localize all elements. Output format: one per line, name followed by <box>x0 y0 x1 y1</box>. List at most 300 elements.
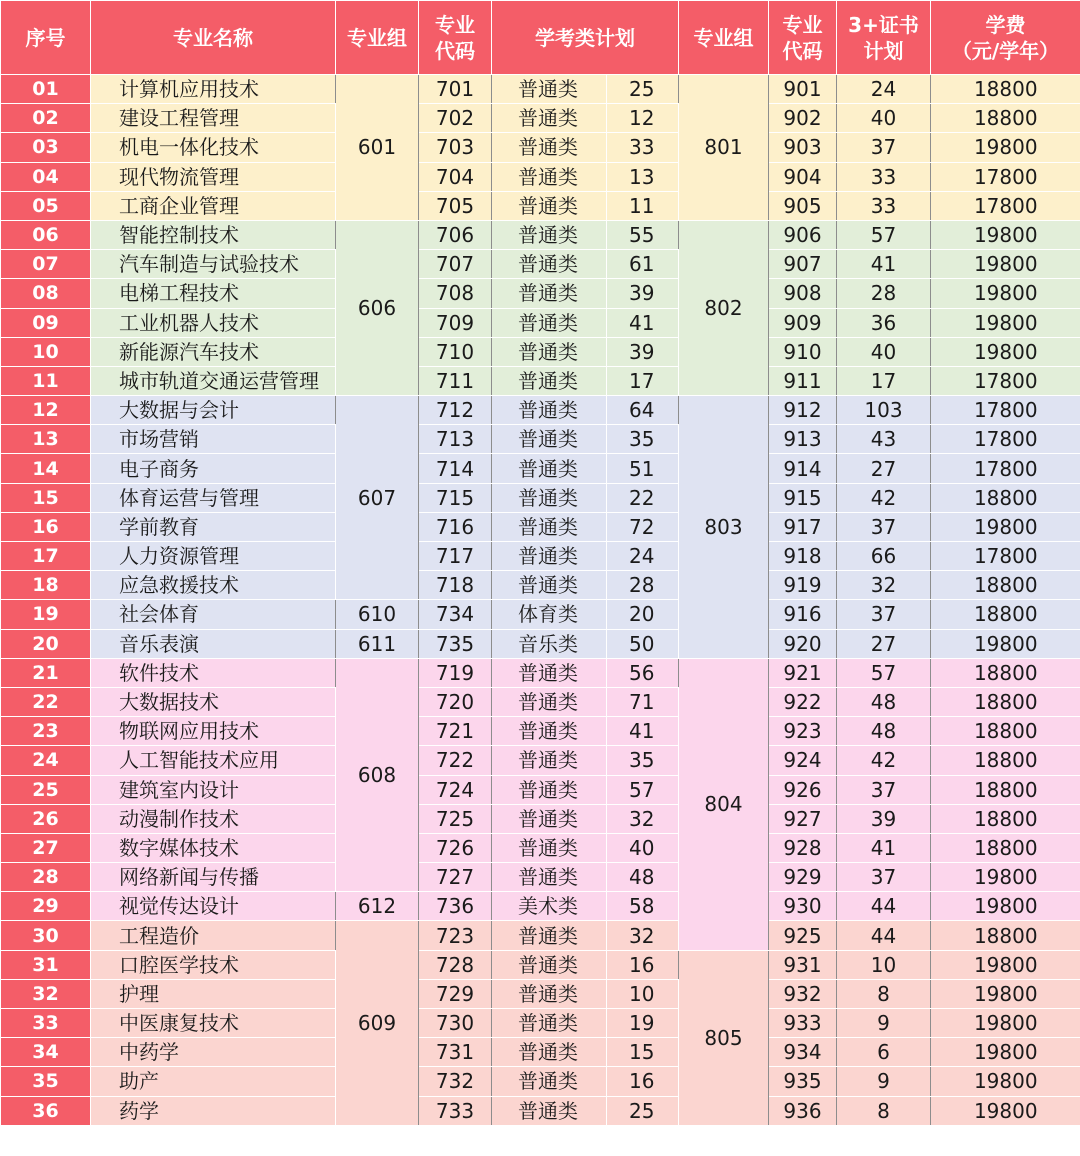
serial-no-cell: 14 <box>1 454 91 483</box>
exam-category-cell: 普通类 <box>492 1067 607 1096</box>
major-code-1-cell: 733 <box>419 1096 492 1125</box>
certificate-plan-count-cell: 43 <box>837 425 931 454</box>
tuition-fee-cell: 19800 <box>931 512 1080 541</box>
tuition-fee-cell: 17800 <box>931 191 1080 220</box>
header-label-line: 学费 <box>985 12 1026 37</box>
table-row <box>1 892 1080 921</box>
major-code-1-cell: 720 <box>419 687 492 716</box>
academic-plan-count-cell: 19 <box>607 1009 679 1038</box>
major-group-1-cell: 608 <box>336 658 419 892</box>
major-code-1-cell: 706 <box>419 220 492 249</box>
certificate-plan-count-cell: 9 <box>837 1009 931 1038</box>
table-row <box>1 542 1080 571</box>
table-row <box>1 804 1080 833</box>
serial-no-cell: 25 <box>1 775 91 804</box>
major-code-1-cell: 702 <box>419 104 492 133</box>
major-code-1-cell: 723 <box>419 921 492 950</box>
serial-no-cell: 17 <box>1 542 91 571</box>
academic-plan-count-cell: 41 <box>607 717 679 746</box>
serial-no-cell: 16 <box>1 512 91 541</box>
major-code-2-cell: 917 <box>769 512 837 541</box>
header-label-line: 专业 <box>782 12 823 37</box>
header-major-group-2 <box>679 1 769 75</box>
header-label-line: （元/学年） <box>951 38 1060 63</box>
major-name-cell: 视觉传达设计 <box>91 892 336 921</box>
certificate-plan-count-cell: 27 <box>837 454 931 483</box>
table-body <box>1 75 1080 1126</box>
table-row <box>1 1038 1080 1067</box>
major-code-2-cell: 934 <box>769 1038 837 1067</box>
certificate-plan-count-cell: 40 <box>837 104 931 133</box>
exam-category-cell: 普通类 <box>492 1096 607 1125</box>
tuition-fee-cell: 19800 <box>931 950 1080 979</box>
major-name-cell: 网络新闻与传播 <box>91 863 336 892</box>
major-name-cell: 应急救援技术 <box>91 571 336 600</box>
table-row <box>1 629 1080 658</box>
certificate-plan-count-cell: 40 <box>837 337 931 366</box>
serial-no-cell: 21 <box>1 658 91 687</box>
exam-category-cell: 普通类 <box>492 308 607 337</box>
exam-category-cell: 普通类 <box>492 337 607 366</box>
major-code-2-cell: 905 <box>769 191 837 220</box>
serial-no-cell: 28 <box>1 863 91 892</box>
certificate-plan-count-cell: 8 <box>837 979 931 1008</box>
certificate-plan-count-cell: 103 <box>837 396 931 425</box>
exam-category-cell: 普通类 <box>492 454 607 483</box>
exam-category-cell: 普通类 <box>492 396 607 425</box>
academic-plan-count-cell: 71 <box>607 687 679 716</box>
exam-category-cell: 普通类 <box>492 804 607 833</box>
certificate-plan-count-cell: 27 <box>837 629 931 658</box>
major-code-2-cell: 907 <box>769 250 837 279</box>
certificate-plan-count-cell: 8 <box>837 1096 931 1125</box>
major-group-1-cell: 611 <box>336 629 419 658</box>
tuition-fee-cell: 18800 <box>931 804 1080 833</box>
major-code-2-cell: 918 <box>769 542 837 571</box>
table-row <box>1 600 1080 629</box>
certificate-plan-count-cell: 9 <box>837 1067 931 1096</box>
academic-plan-count-cell: 32 <box>607 804 679 833</box>
academic-plan-count-cell: 24 <box>607 542 679 571</box>
major-name-cell: 口腔医学技术 <box>91 950 336 979</box>
table-row <box>1 512 1080 541</box>
major-code-2-cell: 932 <box>769 979 837 1008</box>
major-code-2-cell: 910 <box>769 337 837 366</box>
serial-no-cell: 18 <box>1 571 91 600</box>
serial-no-cell: 05 <box>1 191 91 220</box>
academic-plan-count-cell: 25 <box>607 1096 679 1125</box>
certificate-plan-count-cell: 42 <box>837 483 931 512</box>
academic-plan-count-cell: 72 <box>607 512 679 541</box>
major-code-1-cell: 711 <box>419 366 492 395</box>
exam-category-cell: 普通类 <box>492 162 607 191</box>
major-name-cell: 中医康复技术 <box>91 1009 336 1038</box>
serial-no-cell: 24 <box>1 746 91 775</box>
table-row <box>1 687 1080 716</box>
exam-category-cell: 普通类 <box>492 220 607 249</box>
certificate-plan-count-cell: 57 <box>837 220 931 249</box>
major-name-cell: 数字媒体技术 <box>91 833 336 862</box>
academic-plan-count-cell: 33 <box>607 133 679 162</box>
major-code-1-cell: 728 <box>419 950 492 979</box>
major-name-cell: 动漫制作技术 <box>91 804 336 833</box>
exam-category-cell: 普通类 <box>492 1009 607 1038</box>
academic-plan-count-cell: 35 <box>607 746 679 775</box>
serial-no-cell: 30 <box>1 921 91 950</box>
tuition-fee-cell: 18800 <box>931 687 1080 716</box>
header-label-line: 计划 <box>863 38 904 63</box>
certificate-plan-count-cell: 37 <box>837 775 931 804</box>
tuition-fee-cell: 18800 <box>931 746 1080 775</box>
major-name-cell: 新能源汽车技术 <box>91 337 336 366</box>
major-name-cell: 体育运营与管理 <box>91 483 336 512</box>
certificate-plan-count-cell: 33 <box>837 191 931 220</box>
major-name-cell: 汽车制造与试验技术 <box>91 250 336 279</box>
major-name-cell: 药学 <box>91 1096 336 1125</box>
serial-no-cell: 12 <box>1 396 91 425</box>
tuition-fee-cell: 18800 <box>931 483 1080 512</box>
table-row <box>1 833 1080 862</box>
certificate-plan-count-cell: 36 <box>837 308 931 337</box>
major-code-1-cell: 734 <box>419 600 492 629</box>
exam-category-cell: 体育类 <box>492 600 607 629</box>
major-name-cell: 护理 <box>91 979 336 1008</box>
major-group-2-cell: 802 <box>679 220 769 395</box>
tuition-fee-cell: 17800 <box>931 162 1080 191</box>
certificate-plan-count-cell: 10 <box>837 950 931 979</box>
academic-plan-count-cell: 35 <box>607 425 679 454</box>
tuition-fee-cell: 19800 <box>931 979 1080 1008</box>
tuition-fee-cell: 17800 <box>931 396 1080 425</box>
major-name-cell: 大数据与会计 <box>91 396 336 425</box>
table-row <box>1 162 1080 191</box>
table-row <box>1 863 1080 892</box>
major-code-2-cell: 915 <box>769 483 837 512</box>
academic-plan-count-cell: 39 <box>607 279 679 308</box>
academic-plan-count-cell: 32 <box>607 921 679 950</box>
certificate-plan-count-cell: 48 <box>837 687 931 716</box>
table-row <box>1 104 1080 133</box>
major-code-2-cell: 921 <box>769 658 837 687</box>
tuition-fee-cell: 18800 <box>931 921 1080 950</box>
table-row <box>1 1067 1080 1096</box>
major-code-2-cell: 928 <box>769 833 837 862</box>
table-row <box>1 658 1080 687</box>
exam-category-cell: 普通类 <box>492 483 607 512</box>
major-code-1-cell: 718 <box>419 571 492 600</box>
certificate-plan-count-cell: 37 <box>837 512 931 541</box>
certificate-plan-count-cell: 24 <box>837 75 931 104</box>
header-serial-no <box>1 1 91 75</box>
major-code-2-cell: 919 <box>769 571 837 600</box>
major-code-1-cell: 701 <box>419 75 492 104</box>
academic-plan-count-cell: 12 <box>607 104 679 133</box>
major-code-2-cell: 904 <box>769 162 837 191</box>
table-row <box>1 454 1080 483</box>
tuition-fee-cell: 17800 <box>931 454 1080 483</box>
academic-plan-count-cell: 55 <box>607 220 679 249</box>
exam-category-cell: 普通类 <box>492 104 607 133</box>
tuition-fee-cell: 18800 <box>931 717 1080 746</box>
academic-plan-count-cell: 50 <box>607 629 679 658</box>
exam-category-cell: 普通类 <box>492 1038 607 1067</box>
major-code-1-cell: 735 <box>419 629 492 658</box>
header-tuition <box>931 1 1080 75</box>
major-code-2-cell: 922 <box>769 687 837 716</box>
major-code-2-cell: 926 <box>769 775 837 804</box>
major-group-1-cell: 607 <box>336 396 419 600</box>
tuition-fee-cell: 19800 <box>931 308 1080 337</box>
header-major-code-1 <box>419 1 492 75</box>
academic-plan-count-cell: 57 <box>607 775 679 804</box>
academic-plan-count-cell: 11 <box>607 191 679 220</box>
major-code-2-cell: 929 <box>769 863 837 892</box>
exam-category-cell: 普通类 <box>492 979 607 1008</box>
major-code-2-cell: 912 <box>769 396 837 425</box>
major-group-2-cell: 801 <box>679 75 769 221</box>
certificate-plan-count-cell: 37 <box>837 863 931 892</box>
major-name-cell: 社会体育 <box>91 600 336 629</box>
certificate-plan-count-cell: 57 <box>837 658 931 687</box>
exam-category-cell: 普通类 <box>492 279 607 308</box>
exam-category-cell: 普通类 <box>492 863 607 892</box>
table-row <box>1 571 1080 600</box>
table-row <box>1 220 1080 249</box>
major-name-cell: 智能控制技术 <box>91 220 336 249</box>
header-label-line: 专业组 <box>693 25 754 50</box>
major-code-1-cell: 721 <box>419 717 492 746</box>
tuition-fee-cell: 19800 <box>931 337 1080 366</box>
serial-no-cell: 26 <box>1 804 91 833</box>
major-code-1-cell: 708 <box>419 279 492 308</box>
major-name-cell: 助产 <box>91 1067 336 1096</box>
table-row <box>1 717 1080 746</box>
major-code-2-cell: 909 <box>769 308 837 337</box>
exam-category-cell: 美术类 <box>492 892 607 921</box>
serial-no-cell: 22 <box>1 687 91 716</box>
header-label-line: 专业名称 <box>173 25 253 50</box>
table-row <box>1 279 1080 308</box>
exam-category-cell: 普通类 <box>492 512 607 541</box>
serial-no-cell: 35 <box>1 1067 91 1096</box>
major-name-cell: 工程造价 <box>91 921 336 950</box>
serial-no-cell: 32 <box>1 979 91 1008</box>
certificate-plan-count-cell: 6 <box>837 1038 931 1067</box>
serial-no-cell: 36 <box>1 1096 91 1125</box>
certificate-plan-count-cell: 44 <box>837 921 931 950</box>
academic-plan-count-cell: 48 <box>607 863 679 892</box>
certificate-plan-count-cell: 32 <box>837 571 931 600</box>
header-academic-test-plan <box>492 1 679 75</box>
major-name-cell: 工商企业管理 <box>91 191 336 220</box>
major-code-1-cell: 716 <box>419 512 492 541</box>
major-code-2-cell: 923 <box>769 717 837 746</box>
academic-plan-count-cell: 41 <box>607 308 679 337</box>
major-code-1-cell: 715 <box>419 483 492 512</box>
major-code-2-cell: 916 <box>769 600 837 629</box>
tuition-fee-cell: 19800 <box>931 863 1080 892</box>
major-code-1-cell: 726 <box>419 833 492 862</box>
serial-no-cell: 03 <box>1 133 91 162</box>
serial-no-cell: 02 <box>1 104 91 133</box>
serial-no-cell: 23 <box>1 717 91 746</box>
tuition-fee-cell: 19800 <box>931 279 1080 308</box>
major-code-2-cell: 924 <box>769 746 837 775</box>
major-code-1-cell: 731 <box>419 1038 492 1067</box>
major-name-cell: 建设工程管理 <box>91 104 336 133</box>
table-row <box>1 775 1080 804</box>
major-code-1-cell: 736 <box>419 892 492 921</box>
serial-no-cell: 06 <box>1 220 91 249</box>
certificate-plan-count-cell: 41 <box>837 833 931 862</box>
header-major-name <box>91 1 336 75</box>
major-group-1-cell: 601 <box>336 75 419 221</box>
table-row <box>1 250 1080 279</box>
major-code-2-cell: 901 <box>769 75 837 104</box>
table-row <box>1 1009 1080 1038</box>
tuition-fee-cell: 18800 <box>931 571 1080 600</box>
serial-no-cell: 15 <box>1 483 91 512</box>
academic-plan-count-cell: 51 <box>607 454 679 483</box>
major-name-cell: 软件技术 <box>91 658 336 687</box>
tuition-fee-cell: 18800 <box>931 600 1080 629</box>
major-name-cell: 学前教育 <box>91 512 336 541</box>
major-name-cell: 人力资源管理 <box>91 542 336 571</box>
serial-no-cell: 29 <box>1 892 91 921</box>
exam-category-cell: 普通类 <box>492 571 607 600</box>
major-code-2-cell: 931 <box>769 950 837 979</box>
academic-plan-count-cell: 28 <box>607 571 679 600</box>
exam-category-cell: 普通类 <box>492 658 607 687</box>
header-label-line: 代码 <box>782 38 823 63</box>
exam-category-cell: 普通类 <box>492 746 607 775</box>
tuition-fee-cell: 17800 <box>931 542 1080 571</box>
major-code-1-cell: 717 <box>419 542 492 571</box>
major-code-2-cell: 936 <box>769 1096 837 1125</box>
academic-plan-count-cell: 58 <box>607 892 679 921</box>
major-code-1-cell: 705 <box>419 191 492 220</box>
major-name-cell: 工业机器人技术 <box>91 308 336 337</box>
serial-no-cell: 01 <box>1 75 91 104</box>
major-code-2-cell: 903 <box>769 133 837 162</box>
major-code-1-cell: 730 <box>419 1009 492 1038</box>
exam-category-cell: 普通类 <box>492 250 607 279</box>
major-code-1-cell: 722 <box>419 746 492 775</box>
major-code-1-cell: 729 <box>419 979 492 1008</box>
header-label-line: 3+证书 <box>848 12 919 37</box>
major-code-2-cell: 906 <box>769 220 837 249</box>
tuition-fee-cell: 19800 <box>931 220 1080 249</box>
academic-plan-count-cell: 25 <box>607 75 679 104</box>
exam-category-cell: 普通类 <box>492 542 607 571</box>
table-row <box>1 337 1080 366</box>
major-code-1-cell: 707 <box>419 250 492 279</box>
table-row <box>1 979 1080 1008</box>
exam-category-cell: 普通类 <box>492 75 607 104</box>
tuition-fee-cell: 19800 <box>931 250 1080 279</box>
serial-no-cell: 31 <box>1 950 91 979</box>
exam-category-cell: 普通类 <box>492 133 607 162</box>
exam-category-cell: 普通类 <box>492 950 607 979</box>
table-row <box>1 366 1080 395</box>
major-code-1-cell: 710 <box>419 337 492 366</box>
serial-no-cell: 07 <box>1 250 91 279</box>
tuition-fee-cell: 18800 <box>931 775 1080 804</box>
academic-plan-count-cell: 15 <box>607 1038 679 1067</box>
table-row <box>1 75 1080 104</box>
tuition-fee-cell: 18800 <box>931 104 1080 133</box>
academic-plan-count-cell: 10 <box>607 979 679 1008</box>
major-code-1-cell: 712 <box>419 396 492 425</box>
exam-category-cell: 音乐类 <box>492 629 607 658</box>
certificate-plan-count-cell: 42 <box>837 746 931 775</box>
major-code-2-cell: 911 <box>769 366 837 395</box>
exam-category-cell: 普通类 <box>492 687 607 716</box>
academic-plan-count-cell: 17 <box>607 366 679 395</box>
major-group-1-cell: 606 <box>336 220 419 395</box>
certificate-plan-count-cell: 33 <box>837 162 931 191</box>
major-group-1-cell: 610 <box>336 600 419 629</box>
header-major-code-2 <box>769 1 837 75</box>
tuition-fee-cell: 19800 <box>931 1038 1080 1067</box>
major-name-cell: 现代物流管理 <box>91 162 336 191</box>
academic-plan-count-cell: 39 <box>607 337 679 366</box>
academic-plan-count-cell: 13 <box>607 162 679 191</box>
academic-plan-count-cell: 22 <box>607 483 679 512</box>
tuition-fee-cell: 18800 <box>931 658 1080 687</box>
major-name-cell: 人工智能技术应用 <box>91 746 336 775</box>
major-code-2-cell: 908 <box>769 279 837 308</box>
table-row <box>1 308 1080 337</box>
tuition-fee-cell: 19800 <box>931 133 1080 162</box>
major-group-2-cell: 804 <box>679 658 769 950</box>
serial-no-cell: 09 <box>1 308 91 337</box>
serial-no-cell: 10 <box>1 337 91 366</box>
major-name-cell: 大数据技术 <box>91 687 336 716</box>
major-name-cell: 物联网应用技术 <box>91 717 336 746</box>
tuition-fee-cell: 18800 <box>931 833 1080 862</box>
major-code-1-cell: 719 <box>419 658 492 687</box>
certificate-plan-count-cell: 66 <box>837 542 931 571</box>
table-row <box>1 1096 1080 1125</box>
serial-no-cell: 33 <box>1 1009 91 1038</box>
major-name-cell: 音乐表演 <box>91 629 336 658</box>
tuition-fee-cell: 19800 <box>931 892 1080 921</box>
tuition-fee-cell: 19800 <box>931 1009 1080 1038</box>
table-row <box>1 396 1080 425</box>
major-name-cell: 机电一体化技术 <box>91 133 336 162</box>
academic-plan-count-cell: 16 <box>607 1067 679 1096</box>
header-label-line: 专业 <box>435 12 475 37</box>
major-name-cell: 市场营销 <box>91 425 336 454</box>
exam-category-cell: 普通类 <box>492 366 607 395</box>
header-label-line: 序号 <box>25 25 66 50</box>
major-code-2-cell: 927 <box>769 804 837 833</box>
header-certificate-plan <box>837 1 931 75</box>
major-name-cell: 电梯工程技术 <box>91 279 336 308</box>
table-row <box>1 746 1080 775</box>
serial-no-cell: 27 <box>1 833 91 862</box>
table-row <box>1 133 1080 162</box>
table-row <box>1 425 1080 454</box>
tuition-fee-cell: 17800 <box>931 366 1080 395</box>
serial-no-cell: 08 <box>1 279 91 308</box>
certificate-plan-count-cell: 41 <box>837 250 931 279</box>
exam-category-cell: 普通类 <box>492 717 607 746</box>
certificate-plan-count-cell: 28 <box>837 279 931 308</box>
academic-plan-count-cell: 56 <box>607 658 679 687</box>
header-label-line: 专业组 <box>347 25 407 50</box>
